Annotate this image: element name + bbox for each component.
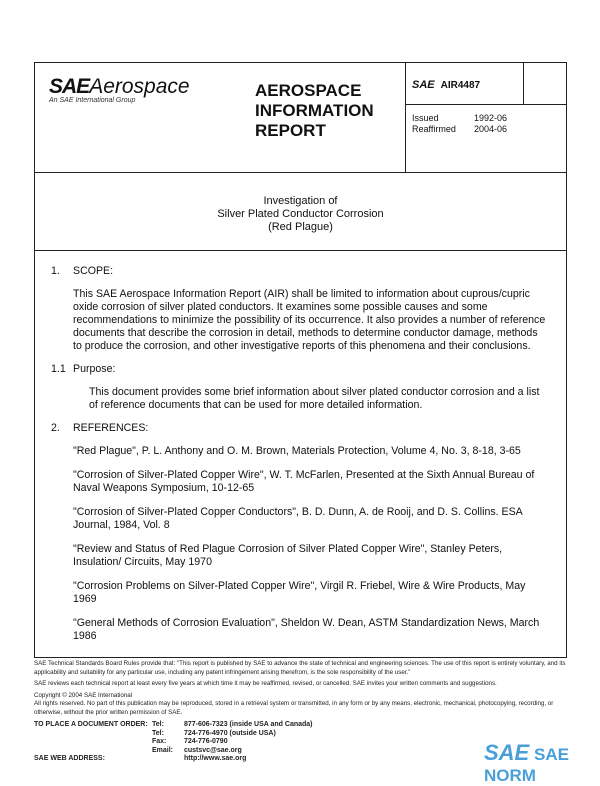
report-type-line: AEROSPACE [255, 81, 362, 100]
watermark-mark: SAE [484, 740, 530, 765]
section-title: Purpose: [73, 363, 116, 375]
tel-label: Tel: [152, 729, 164, 737]
title-line: (Red Plague) [268, 221, 333, 233]
reaffirmed-label: Reaffirmed [412, 124, 456, 134]
revision-box [523, 63, 567, 105]
section-heading [51, 422, 548, 435]
logo-sae: SAE [49, 75, 90, 98]
footer-review: SAE reviews each technical report at least every five years at which time it may be reaffirmed, revised, or cancelled. SAE invites your written comments and suggestions. [34, 680, 497, 687]
logo-subtitle: An SAE International Group [49, 97, 136, 104]
header [35, 63, 566, 173]
scope-text: This SAE Aerospace Information Report (AIR) shall be limited to information about cuprous/cupric oxide corrosion of silver plated conductors. It examines some possible causes and some recommendations to minimize the possibility of its occurrence. It also provides a number of reference documents that describe the corrosion in detail, methods to determine conductor damage, methods to produce the corrosion, and other investigative reports of this phenomena and their conclusions. [73, 288, 546, 352]
reference-item: "Corrosion of Silver-Plated Copper Wire", W. T. McFarlen, Presented at the Sixth Annual Bureau of Naval Weapons Symposium, 10-12-65 [73, 469, 535, 494]
sae-aerospace-logo [49, 75, 190, 104]
title-line: Investigation of [263, 195, 338, 207]
reaffirmed-date: 2004-06 [474, 124, 508, 134]
reference-item: "Corrosion of Silver-Plated Copper Conductors", B. D. Dunn, A. de Rooij, and D. S. Collins. ESA Journal, 1984, Vol. 8 [73, 506, 523, 531]
section-heading [51, 363, 548, 376]
reference-item: "Red Plague", P. L. Anthony and O. M. Brown, Materials Protection, Volume 4, No. 3, 8-18, 3-65 [73, 445, 521, 457]
section-heading [51, 265, 548, 278]
section-number: 1. [51, 265, 60, 277]
fax-label: Fax: [152, 738, 167, 745]
watermark-text: SAE NORM [484, 745, 569, 785]
order-label: TO PLACE A DOCUMENT ORDER: [34, 721, 148, 728]
sae-norm-watermark [484, 740, 600, 786]
document-body [35, 251, 566, 654]
section-number: 1.1 [51, 363, 66, 375]
doc-number: AIR4487 [440, 80, 481, 91]
section-title: SCOPE: [73, 265, 114, 277]
section-title: REFERENCES: [73, 422, 149, 434]
web-label: SAE WEB ADDRESS: [34, 755, 105, 762]
footer-rights: All rights reserved. No part of this publication may be reproduced, stored in a retrieval system or transmitted, in any form or by any means, electronic, mechanical, photocopying, recording, or otherwise, without the prior written permission of SAE. [34, 700, 554, 716]
document-info-cell [405, 63, 567, 173]
tel-value: 724-776-4970 (outside USA) [184, 729, 276, 737]
web-link[interactable]: http://www.sae.org [184, 755, 247, 762]
issued-label: Issued [412, 113, 439, 123]
sae-mark: SAE [412, 79, 435, 91]
logo-aerospace: Aerospace [89, 75, 190, 98]
tel-label: Tel: [152, 721, 164, 728]
fax-value: 724-776-0790 [184, 738, 228, 745]
document-frame [34, 62, 567, 658]
report-type-line: INFORMATION [255, 101, 374, 120]
title-line: Silver Plated Conductor Corrosion [217, 208, 384, 220]
reference-item: "General Methods of Corrosion Evaluation", Sheldon W. Dean, ASTM Standardization News, March 1986 [73, 617, 540, 642]
footer-rules: SAE Technical Standards Board Rules provide that: "This report is published by SAE to advance the state of technical and engineering sciences. The use of this report is entirely voluntary, and its applicability and suitability for any particular use, including any patent infringement arising therefrom, is the sole responsibility of the user." [34, 660, 566, 676]
reference-item: "Review and Status of Red Plague Corrosion of Silver Plated Copper Wire", Stanley Peters, Insulation/ Circuits, May 1970 [73, 543, 503, 568]
reference-item: "Corrosion Problems on Silver-Plated Copper Wire", Virgil R. Friebel, Wire & Wire Products, May 1969 [73, 580, 526, 605]
document-number [412, 79, 480, 91]
purpose-text: This document provides some brief information about silver plated conductor corrosion and a list of reference documents that can be used for more detailed information. [89, 386, 540, 411]
email-link[interactable]: custsvc@sae.org [184, 746, 242, 754]
email-label: Email: [152, 746, 174, 754]
dates [406, 105, 567, 135]
report-type [255, 81, 374, 141]
report-type-line: REPORT [255, 121, 326, 140]
issued-date: 1992-06 [474, 113, 508, 123]
footer-copyright: Copyright © 2004 SAE International [34, 691, 133, 699]
document-title [35, 173, 566, 251]
section-number: 2. [51, 422, 60, 434]
tel-value: 877-606-7323 (inside USA and Canada) [184, 721, 313, 728]
